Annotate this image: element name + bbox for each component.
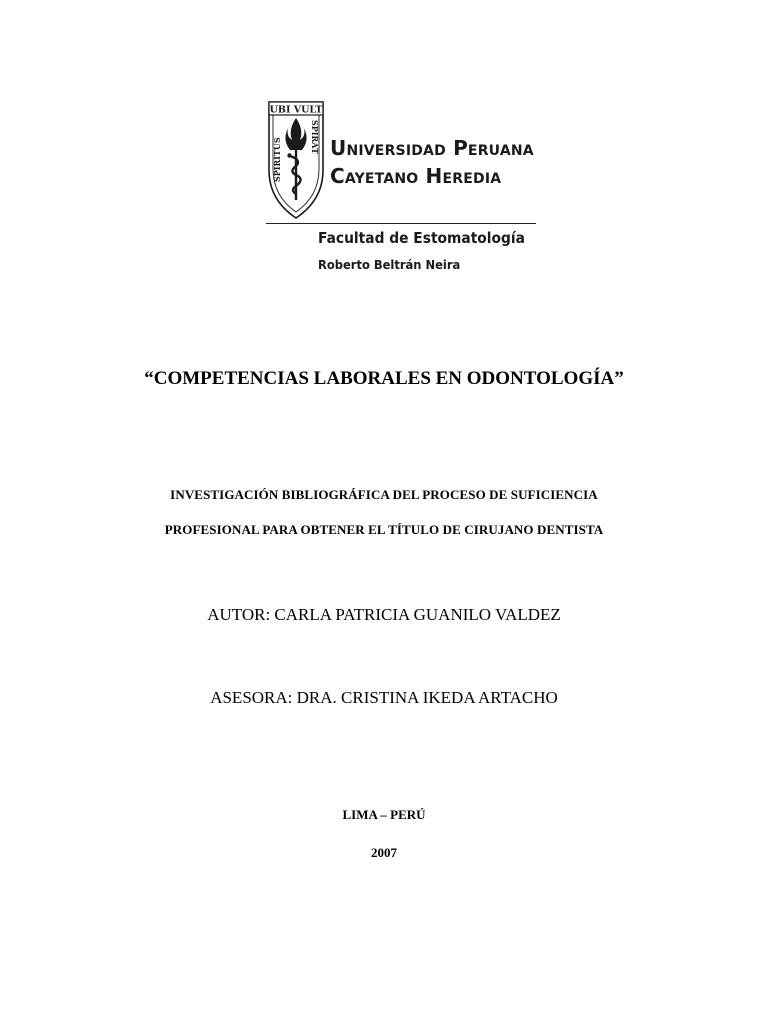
- year-line: 2007: [371, 845, 397, 860]
- author-line: AUTOR: CARLA PATRICIA GUANILO VALDEZ: [207, 605, 561, 624]
- faculty-subtitle: Roberto Beltrán Neira: [318, 257, 461, 272]
- thesis-title: “COMPETENCIAS LABORALES EN ODONTOLOGÍA”: [144, 368, 624, 389]
- thesis-subtitle-line-2: PROFESIONAL PARA OBTENER EL TÍTULO DE CIRUJANO DENTISTA: [164, 522, 604, 537]
- faculty-name: Facultad de Estomatología: [318, 229, 525, 247]
- motto-left: SPIRITUS: [272, 137, 282, 182]
- university-shield-emblem: [266, 100, 326, 220]
- logo-divider: [266, 223, 536, 224]
- university-name: [330, 134, 534, 190]
- advisor-line: ASESORA: DRA. CRISTINA IKEDA ARTACHO: [210, 688, 558, 707]
- motto-top: UBI VULT: [269, 104, 323, 116]
- motto-right: SPIRAT: [310, 120, 320, 154]
- thesis-subtitle-line-1: INVESTIGACIÓN BIBLIOGRÁFICA DEL PROCESO DE SUFICIENCIA: [170, 487, 598, 502]
- university-logo: [262, 98, 542, 283]
- university-name-line-1: Universidad Peruana: [330, 136, 534, 160]
- university-name-line-2: Cayetano Heredia: [330, 164, 502, 188]
- place-line: LIMA – PERÚ: [342, 807, 426, 822]
